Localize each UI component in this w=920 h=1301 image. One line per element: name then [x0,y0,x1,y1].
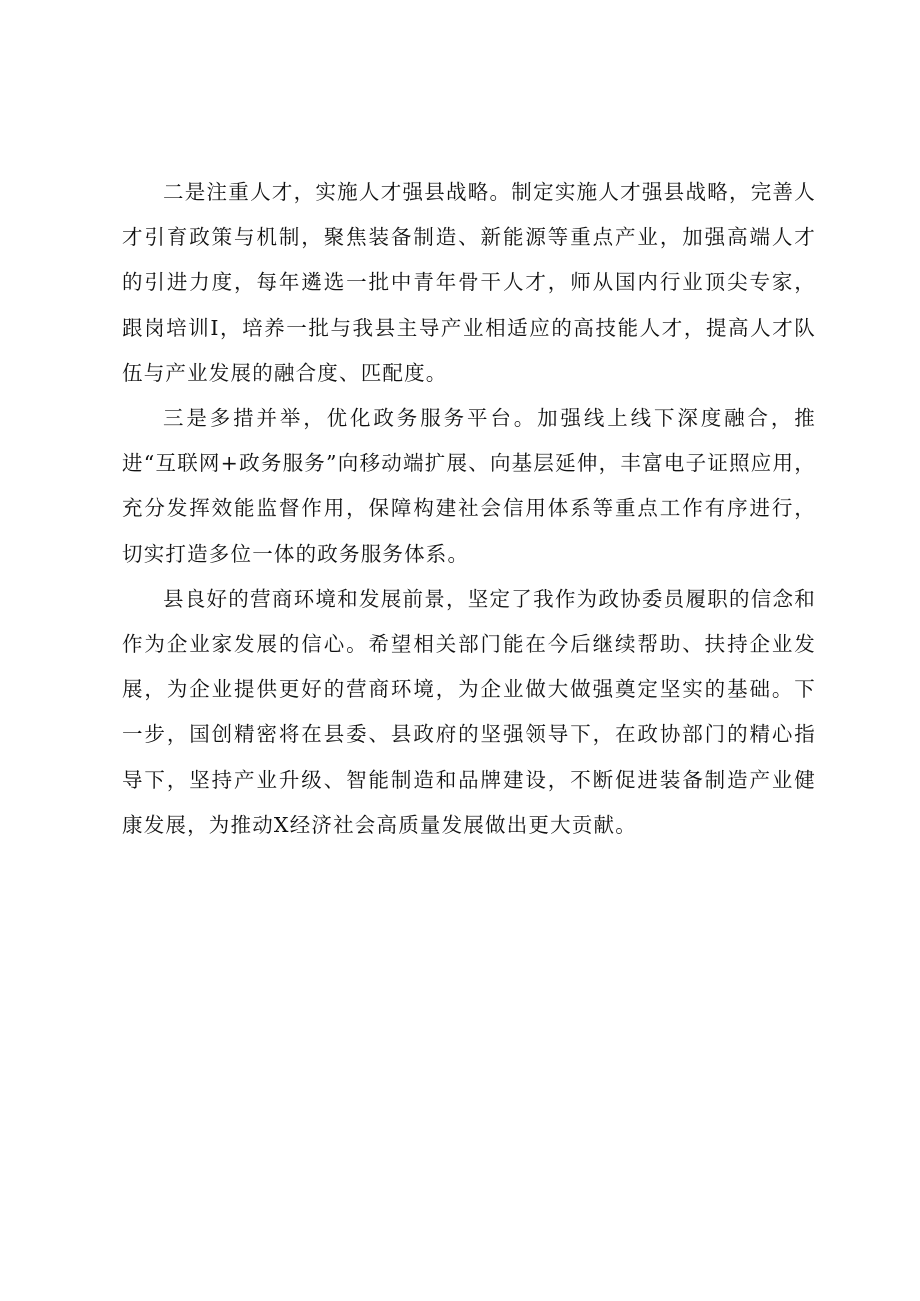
paragraph-government-services: 三是多措并举，优化政务服务平台。加强线上线下深度融合，推进“互联网+政务服务”向移动端扩展、向基层延伸，丰富电子证照应用，充分发挥效能监督作用，保障构建社会信用体系等重点工作有序进行，切实打造多位一体的政务服务体系。 [122,406,816,566]
paragraph-business-environment: 县良好的营商环境和发展前景，坚定了我作为政协委员履职的信念和作为企业家发展的信心。希望相关部门能在今后继续帮助、扶持企业发展，为企业提供更好的营商环境，为企业做大做强奠定坚实的基础。下一步，国创精密将在县委、县政府的坚强领导下，在政协部门的精心指导下，坚持产业升级、智能制造和品牌建设，不断促进装备制造产业健康发展，为推动X经济社会高质量发展做出更大贡献。 [122,586,816,837]
paragraph-talent-strategy: 二是注重人才，实施人才强县战略。制定实施人才强县战略，完善人才引育政策与机制，聚焦装备制造、新能源等重点产业，加强高端人才的引进力度，每年遴选一批中青年骨干人才，师从国内行业顶尖专家，跟岗培训I，培养一批与我县主导产业相适应的高技能人才，提高人才队伍与产业发展的融合度、匹配度。 [122,180,816,385]
document-body [122,170,816,848]
